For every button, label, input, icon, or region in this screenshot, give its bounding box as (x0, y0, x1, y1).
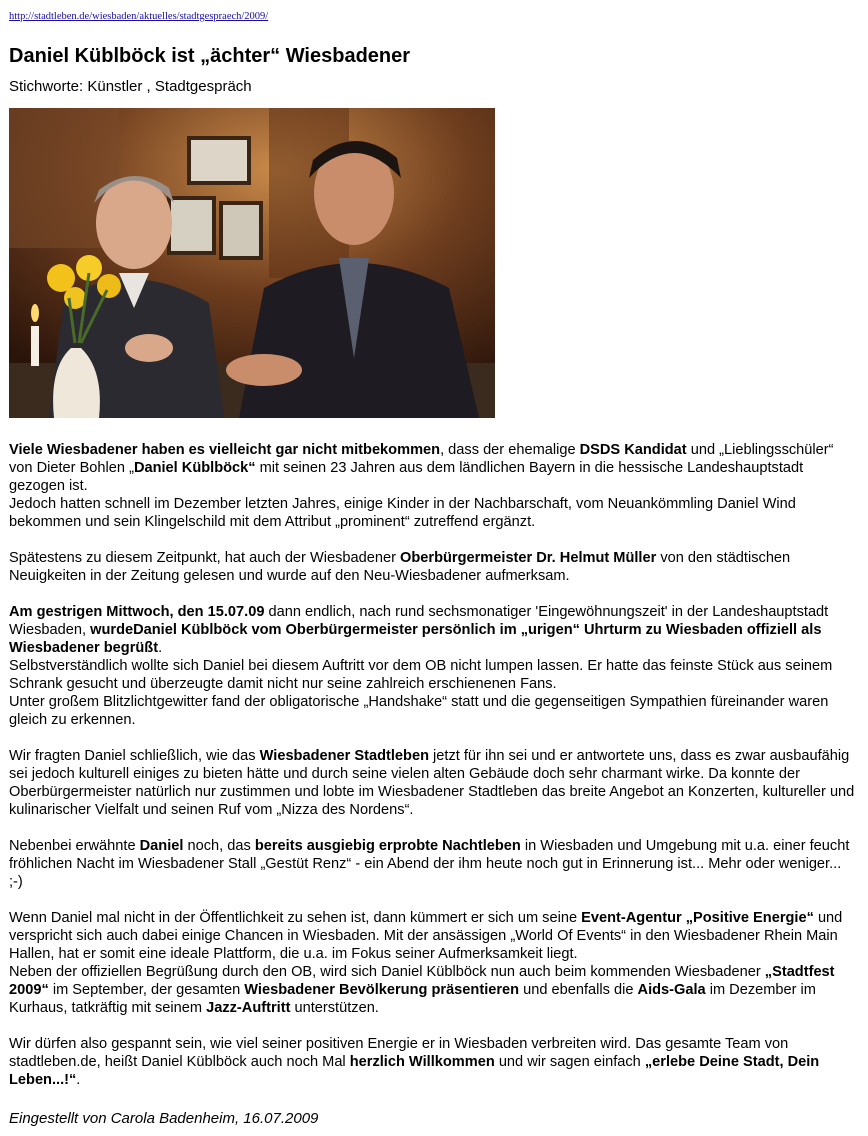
body-text: noch, das (183, 838, 255, 854)
article-byline: Eingestellt von Carola Badenheim, 16.07.2009 (9, 1110, 319, 1127)
bold-text: Wiesbadener Bevölkerung präsentieren (244, 982, 520, 998)
bold-text: Aids-Gala (637, 982, 706, 998)
photo-two-men-talking-icon (9, 108, 495, 418)
body-text: Unter großem Blitzlichtgewitter fand der obligatorische „Handshake“ statt und die gegenseitigen Sympathien füreinander waren gleich zu erkennen. (9, 694, 829, 728)
body-text: Wir fragten Daniel schließlich, wie das (9, 748, 260, 764)
body-text: unterstützen. (290, 1000, 379, 1016)
body-text: Wenn Daniel mal nicht in der Öffentlichkeit zu sehen ist, dann kümmert er sich um seine (9, 910, 582, 926)
body-text: und wir sagen einfach (494, 1054, 645, 1070)
body-text: Nebenbei erwähnte (9, 838, 140, 854)
article-title: Daniel Küblböck ist „ächter“ Wiesbadener (9, 45, 411, 67)
body-text: in Wiesbaden und Umgebung mit u.a. einer feucht fröhlichen Nacht im Wiesbadener Stall „Gestüt Renz“ - ein Abend der ihm heute noch gut in Erinnerung ist... Mehr oder weniger... ;-) (9, 838, 850, 890)
body-text: jetzt für ihn sei und er antwortete uns, dass es zwar ausbaufähig sei jedoch kulturell einiges zu bieten hätte und durch seine vielen alten Gebäude doch sehr charmant wirke. Da konnte der Oberbürgermeister natürlich nur zustimmen und lobte im Wiesbadener Stadtleben das breite Angebot an Konzerten, kultureller und kulinarischer Vielfalt und seinen Ruf vom „Nizza des Nordens“. (9, 748, 855, 818)
article-tags: Stichworte: Künstler , Stadtgespräch (9, 78, 252, 95)
bold-text: DSDS Kandidat (579, 442, 687, 458)
bold-text: Daniel (139, 838, 184, 854)
body-text: Neben der offiziellen Begrüßung durch den OB, wird sich Daniel Küblböck nun auch beim kommenden Wiesbadener (9, 964, 765, 980)
bold-text: Jazz-Auftritt (206, 1000, 291, 1016)
bold-text: Event-Agentur „Positive Energie“ (581, 910, 814, 926)
bold-text: Daniel Küblböck“ (133, 460, 256, 476)
bold-text: Am gestrigen Mittwoch, den 15.07.09 (9, 604, 265, 620)
body-text: und verspricht sich auch dabei einige Chancen in Wiesbaden. Mit der ansässigen „World Of Events“ in den Wiesbadener Rhein Main Hallen, hat er somit eine ideale Plattform, die u.a. im Fokus seiner Aufmerksamkeit liegt. (9, 910, 843, 962)
article-paragraph (9, 909, 859, 1017)
body-text: Selbstverständlich wollte sich Daniel bei diesem Auftritt vor dem OB nicht lumpen lassen. Er hatte das feinste Stück aus seinem Schrank gesucht und überzeugte damit nicht nur seine zahlreich erschienenen Fans. (9, 658, 833, 692)
article-body (9, 441, 859, 1089)
article-paragraph (9, 603, 859, 729)
body-text: dann endlich, nach rund sechsmonatiger 'Eingewöhnungszeit' in der Landeshauptstadt Wiesbaden, (9, 604, 829, 638)
body-text: . (76, 1072, 81, 1088)
article-paragraph (9, 837, 859, 891)
body-text: . (158, 640, 163, 656)
body-text: Wir dürfen also gespannt sein, wie viel seiner positiven Energie er in Wiesbaden verbreiten wird. Das gesamte Team von stadtleben.de, heißt Daniel Küblböck auch noch Mal (9, 1036, 789, 1070)
body-text: im Dezember im Kurhaus, tatkräftig mit seinem (9, 982, 816, 1016)
body-text: im September, der gesamten (48, 982, 245, 998)
bold-text: „erlebe Deine Stadt, Dein Leben...!“ (9, 1054, 820, 1088)
body-text: Jedoch hatten schnell im Dezember letzten Jahres, einige Kinder in der Nachbarschaft, vom Neuankömmling Daniel Wind bekommen und sein Klingelschild mit dem Attribut „prominent“ zutreffend ergänzt. (9, 496, 796, 530)
body-text: und ebenfalls die (519, 982, 638, 998)
body-text: mit seinen 23 Jahren aus dem ländlichen Bayern in die hessische Landeshauptstadt gezogen ist. (9, 460, 804, 494)
article-paragraph (9, 747, 859, 819)
bold-text: Viele Wiesbadener haben es vielleicht gar nicht mitbekommen (9, 442, 441, 458)
article-paragraph (9, 549, 859, 585)
bold-text: wurdeDaniel Küblböck vom Oberbürgermeister persönlich im „urigen“ Uhrturm zu Wiesbaden offiziell als Wiesbadener begrüßt (9, 622, 822, 656)
bold-text: „Stadtfest 2009“ (9, 964, 835, 998)
body-text: Spätestens zu diesem Zeitpunkt, hat auch der Wiesbadener (9, 550, 401, 566)
body-text: , dass der ehemalige (440, 442, 580, 458)
article-paragraph (9, 1035, 859, 1089)
body-text: und „Lieblingsschüler“ von Dieter Bohlen „ (9, 442, 834, 476)
bold-text: herzlich Willkommen (349, 1054, 495, 1070)
article-url-link[interactable]: http://stadtleben.de/wiesbaden/aktuelles/stadtgespraech/2009/ (9, 11, 269, 22)
bold-text: Oberbürgermeister Dr. Helmut Müller (400, 550, 657, 566)
article-photo (9, 108, 495, 418)
article-paragraph (9, 441, 859, 531)
bold-text: bereits ausgiebig erprobte Nachtleben (254, 838, 521, 854)
bold-text: Wiesbadener Stadtleben (259, 748, 429, 764)
body-text: von den städtischen Neuigkeiten in der Zeitung gelesen und wurde auf den Neu-Wiesbadener aufmerksam. (9, 550, 791, 584)
